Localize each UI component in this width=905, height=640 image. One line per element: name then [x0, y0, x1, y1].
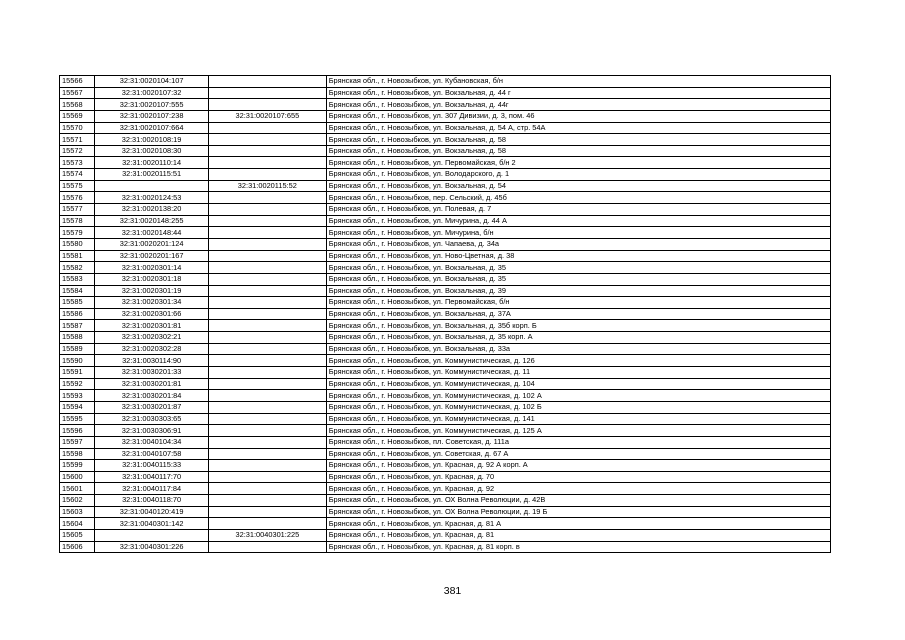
row-number-cell: 15606	[60, 541, 95, 553]
row-number-cell: 15593	[60, 390, 95, 402]
cadastral-number-cell: 32:31:0020301:18	[95, 273, 209, 285]
table-row	[60, 215, 831, 227]
address-cell: Брянская обл., г. Новозыбков, ул. Вокзальная, д. 39	[326, 285, 830, 297]
linked-cadastral-number-cell	[208, 297, 326, 309]
address-cell: Брянская обл., г. Новозыбков, ул. Первомайская, б/н 2	[326, 157, 830, 169]
table-row	[60, 250, 831, 262]
table-row	[60, 122, 831, 134]
address-cell: Брянская обл., г. Новозыбков, ул. Советская, д. 67 А	[326, 448, 830, 460]
row-number-cell: 15588	[60, 332, 95, 344]
table-row	[60, 320, 831, 332]
address-cell: Брянская обл., г. Новозыбков, ул. ОХ Волна Революции, д. 19 Б	[326, 506, 830, 518]
cadastral-number-cell: 32:31:0020148:255	[95, 215, 209, 227]
linked-cadastral-number-cell	[208, 471, 326, 483]
linked-cadastral-number-cell	[208, 169, 326, 181]
linked-cadastral-number-cell	[208, 227, 326, 239]
row-number-cell: 15571	[60, 134, 95, 146]
linked-cadastral-number-cell	[208, 215, 326, 227]
address-cell: Брянская обл., г. Новозыбков, ул. Коммунистическая, д. 102 Б	[326, 401, 830, 413]
row-number-cell: 15594	[60, 401, 95, 413]
row-number-cell: 15598	[60, 448, 95, 460]
table-row	[60, 285, 831, 297]
table-row	[60, 180, 831, 192]
row-number-cell: 15589	[60, 343, 95, 355]
linked-cadastral-number-cell	[208, 238, 326, 250]
address-cell: Брянская обл., г. Новозыбков, ул. Коммунистическая, д. 11	[326, 367, 830, 379]
table-row	[60, 343, 831, 355]
row-number-cell: 15587	[60, 320, 95, 332]
cadastral-number-cell: 32:31:0020301:14	[95, 262, 209, 274]
table-row	[60, 495, 831, 507]
table-row	[60, 227, 831, 239]
row-number-cell: 15567	[60, 87, 95, 99]
cadastral-number-cell: 32:31:0030201:81	[95, 378, 209, 390]
address-cell: Брянская обл., г. Новозыбков, ул. Вокзальная, д. 58	[326, 145, 830, 157]
address-cell: Брянская обл., г. Новозыбков, ул. Мичурина, д. 44 А	[326, 215, 830, 227]
address-cell: Брянская обл., г. Новозыбков, ул. Коммунистическая, д. 126	[326, 355, 830, 367]
cadastral-number-cell: 32:31:0020107:32	[95, 87, 209, 99]
linked-cadastral-number-cell: 32:31:0020115:52	[208, 180, 326, 192]
cadastral-number-cell: 32:31:0020107:238	[95, 110, 209, 122]
linked-cadastral-number-cell	[208, 506, 326, 518]
table-row	[60, 169, 831, 181]
cadastral-number-cell: 32:31:0020301:34	[95, 297, 209, 309]
table-row	[60, 518, 831, 530]
table-row	[60, 390, 831, 402]
cadastral-number-cell: 32:31:0040117:84	[95, 483, 209, 495]
address-cell: Брянская обл., г. Новозыбков, ул. Коммунистическая, д. 125 А	[326, 425, 830, 437]
address-cell: Брянская обл., г. Новозыбков, ул. Вокзальная, д. 58	[326, 134, 830, 146]
address-cell: Брянская обл., г. Новозыбков, ул. Первомайская, б/н	[326, 297, 830, 309]
row-number-cell: 15584	[60, 285, 95, 297]
linked-cadastral-number-cell	[208, 99, 326, 111]
table-row	[60, 134, 831, 146]
linked-cadastral-number-cell	[208, 495, 326, 507]
table-row	[60, 99, 831, 111]
table-row	[60, 192, 831, 204]
cadastral-number-cell: 32:31:0020107:664	[95, 122, 209, 134]
row-number-cell: 15576	[60, 192, 95, 204]
cadastral-number-cell: 32:31:0030201:33	[95, 367, 209, 379]
linked-cadastral-number-cell	[208, 460, 326, 472]
address-cell: Брянская обл., г. Новозыбков, пер. Сельский, д. 45б	[326, 192, 830, 204]
table-row	[60, 483, 831, 495]
linked-cadastral-number-cell	[208, 87, 326, 99]
row-number-cell: 15599	[60, 460, 95, 472]
address-cell: Брянская обл., г. Новозыбков, ул. Вокзальная, д. 54 А, стр. 54А	[326, 122, 830, 134]
row-number-cell: 15578	[60, 215, 95, 227]
address-cell: Брянская обл., г. Новозыбков, ул. Вокзальная, д. 54	[326, 180, 830, 192]
cadastral-number-cell: 32:31:0040301:226	[95, 541, 209, 553]
row-number-cell: 15570	[60, 122, 95, 134]
cadastral-number-cell	[95, 180, 209, 192]
linked-cadastral-number-cell	[208, 425, 326, 437]
table-body	[60, 76, 831, 553]
linked-cadastral-number-cell	[208, 343, 326, 355]
table-row	[60, 238, 831, 250]
cadastral-number-cell: 32:31:0030201:84	[95, 390, 209, 402]
cadastral-number-cell: 32:31:0020301:66	[95, 308, 209, 320]
table-row	[60, 145, 831, 157]
address-cell: Брянская обл., г. Новозыбков, ул. Володарского, д. 1	[326, 169, 830, 181]
address-cell: Брянская обл., г. Новозыбков, ул. Ново-Цветная, д. 38	[326, 250, 830, 262]
linked-cadastral-number-cell	[208, 436, 326, 448]
cadastral-number-cell: 32:31:0020110:14	[95, 157, 209, 169]
cadastral-number-cell: 32:31:0020302:28	[95, 343, 209, 355]
table-row	[60, 273, 831, 285]
cadastral-number-cell: 32:31:0020107:555	[95, 99, 209, 111]
address-cell: Брянская обл., г. Новозыбков, ул. Красная, д. 81 корп. в	[326, 541, 830, 553]
row-number-cell: 15595	[60, 413, 95, 425]
linked-cadastral-number-cell	[208, 285, 326, 297]
table-row	[60, 262, 831, 274]
table-row	[60, 401, 831, 413]
table-row	[60, 332, 831, 344]
table-row	[60, 413, 831, 425]
row-number-cell: 15573	[60, 157, 95, 169]
cadastral-number-cell: 32:31:0020301:81	[95, 320, 209, 332]
address-cell: Брянская обл., г. Новозыбков, ул. Полевая, д. 7	[326, 204, 830, 216]
cadastral-number-cell: 32:31:0040104:34	[95, 436, 209, 448]
table-row	[60, 448, 831, 460]
linked-cadastral-number-cell	[208, 332, 326, 344]
address-cell: Брянская обл., г. Новозыбков, ул. Вокзальная, д. 35	[326, 273, 830, 285]
linked-cadastral-number-cell	[208, 413, 326, 425]
cadastral-number-cell: 32:31:0040120:419	[95, 506, 209, 518]
row-number-cell: 15580	[60, 238, 95, 250]
row-number-cell: 15586	[60, 308, 95, 320]
cadastral-number-cell: 32:31:0040115:33	[95, 460, 209, 472]
row-number-cell: 15601	[60, 483, 95, 495]
row-number-cell: 15604	[60, 518, 95, 530]
cadastral-number-cell: 32:31:0020138:20	[95, 204, 209, 216]
address-cell: Брянская обл., г. Новозыбков, ул. Мичурина, б/н	[326, 227, 830, 239]
linked-cadastral-number-cell	[208, 448, 326, 460]
address-cell: Брянская обл., г. Новозыбков, ул. Вокзальная, д. 37А	[326, 308, 830, 320]
linked-cadastral-number-cell	[208, 76, 326, 88]
table-row	[60, 460, 831, 472]
row-number-cell: 15577	[60, 204, 95, 216]
cadastral-number-cell	[95, 529, 209, 541]
address-cell: Брянская обл., г. Новозыбков, ул. ОХ Волна Революции, д. 42В	[326, 495, 830, 507]
address-cell: Брянская обл., г. Новозыбков, пл. Советская, д. 111а	[326, 436, 830, 448]
address-cell: Брянская обл., г. Новозыбков, ул. Коммунистическая, д. 141	[326, 413, 830, 425]
linked-cadastral-number-cell	[208, 541, 326, 553]
table-row	[60, 87, 831, 99]
linked-cadastral-number-cell	[208, 262, 326, 274]
address-cell: Брянская обл., г. Новозыбков, ул. Красная, д. 70	[326, 471, 830, 483]
row-number-cell: 15569	[60, 110, 95, 122]
row-number-cell: 15582	[60, 262, 95, 274]
linked-cadastral-number-cell	[208, 308, 326, 320]
table-row	[60, 367, 831, 379]
address-cell: Брянская обл., г. Новозыбков, ул. Красная, д. 92	[326, 483, 830, 495]
linked-cadastral-number-cell	[208, 250, 326, 262]
address-cell: Брянская обл., г. Новозыбков, ул. Коммунистическая, д. 104	[326, 378, 830, 390]
cadastral-number-cell: 32:31:0030303:65	[95, 413, 209, 425]
row-number-cell: 15566	[60, 76, 95, 88]
cadastral-number-cell: 32:31:0040118:70	[95, 495, 209, 507]
cadastral-number-cell: 32:31:0020115:51	[95, 169, 209, 181]
row-number-cell: 15585	[60, 297, 95, 309]
linked-cadastral-number-cell	[208, 401, 326, 413]
cadastral-number-cell: 32:31:0030114:90	[95, 355, 209, 367]
row-number-cell: 15574	[60, 169, 95, 181]
linked-cadastral-number-cell	[208, 367, 326, 379]
row-number-cell: 15602	[60, 495, 95, 507]
cadastral-number-cell: 32:31:0040301:142	[95, 518, 209, 530]
cadastral-number-cell: 32:31:0040107:58	[95, 448, 209, 460]
cadastral-number-cell: 32:31:0020302:21	[95, 332, 209, 344]
row-number-cell: 15581	[60, 250, 95, 262]
linked-cadastral-number-cell	[208, 518, 326, 530]
table-row	[60, 541, 831, 553]
table-row	[60, 378, 831, 390]
table-row	[60, 506, 831, 518]
row-number-cell: 15575	[60, 180, 95, 192]
cadastral-number-cell: 32:31:0020108:19	[95, 134, 209, 146]
cadastral-number-cell: 32:31:0020148:44	[95, 227, 209, 239]
table-row	[60, 157, 831, 169]
address-cell: Брянская обл., г. Новозыбков, ул. 307 Дивизии, д. 3, пом. 46	[326, 110, 830, 122]
address-cell: Брянская обл., г. Новозыбков, ул. Красная, д. 81	[326, 529, 830, 541]
row-number-cell: 15568	[60, 99, 95, 111]
table-row	[60, 529, 831, 541]
row-number-cell: 15572	[60, 145, 95, 157]
linked-cadastral-number-cell: 32:31:0040301:225	[208, 529, 326, 541]
linked-cadastral-number-cell	[208, 192, 326, 204]
address-cell: Брянская обл., г. Новозыбков, ул. Коммунистическая, д. 102 А	[326, 390, 830, 402]
row-number-cell: 15579	[60, 227, 95, 239]
cadastral-number-cell: 32:31:0020201:167	[95, 250, 209, 262]
cadastral-number-cell: 32:31:0020104:107	[95, 76, 209, 88]
table-row	[60, 355, 831, 367]
table-row	[60, 297, 831, 309]
address-cell: Брянская обл., г. Новозыбков, ул. Чапаева, д. 34а	[326, 238, 830, 250]
linked-cadastral-number-cell	[208, 273, 326, 285]
cadastral-number-cell: 32:31:0020201:124	[95, 238, 209, 250]
address-cell: Брянская обл., г. Новозыбков, ул. Вокзальная, д. 35б корп. Б	[326, 320, 830, 332]
table-row	[60, 425, 831, 437]
cadastral-number-cell: 32:31:0030306:91	[95, 425, 209, 437]
cadastral-number-cell: 32:31:0040117:70	[95, 471, 209, 483]
cadastral-number-cell: 32:31:0020124:53	[95, 192, 209, 204]
address-cell: Брянская обл., г. Новозыбков, ул. Вокзальная, д. 44 г	[326, 87, 830, 99]
linked-cadastral-number-cell	[208, 355, 326, 367]
table-row	[60, 76, 831, 88]
address-cell: Брянская обл., г. Новозыбков, ул. Красная, д. 81 А	[326, 518, 830, 530]
row-number-cell: 15583	[60, 273, 95, 285]
linked-cadastral-number-cell	[208, 320, 326, 332]
linked-cadastral-number-cell: 32:31:0020107:655	[208, 110, 326, 122]
linked-cadastral-number-cell	[208, 204, 326, 216]
table-row	[60, 110, 831, 122]
cadastral-number-cell: 32:31:0030201:87	[95, 401, 209, 413]
row-number-cell: 15590	[60, 355, 95, 367]
row-number-cell: 15596	[60, 425, 95, 437]
address-cell: Брянская обл., г. Новозыбков, ул. Вокзальная, д. 33а	[326, 343, 830, 355]
row-number-cell: 15597	[60, 436, 95, 448]
cadastral-number-cell: 32:31:0020301:19	[95, 285, 209, 297]
table-row	[60, 471, 831, 483]
row-number-cell: 15605	[60, 529, 95, 541]
linked-cadastral-number-cell	[208, 483, 326, 495]
page-number: 381	[443, 585, 462, 597]
cadastral-number-cell: 32:31:0020108:30	[95, 145, 209, 157]
address-cell: Брянская обл., г. Новозыбков, ул. Вокзальная, д. 35 корп. А	[326, 332, 830, 344]
address-cell: Брянская обл., г. Новозыбков, ул. Вокзальная, д. 44г	[326, 99, 830, 111]
table-row	[60, 436, 831, 448]
linked-cadastral-number-cell	[208, 390, 326, 402]
cadastral-table	[59, 75, 831, 553]
address-cell: Брянская обл., г. Новозыбков, ул. Вокзальная, д. 35	[326, 262, 830, 274]
table-row	[60, 308, 831, 320]
address-cell: Брянская обл., г. Новозыбков, ул. Кубановская, б/н	[326, 76, 830, 88]
row-number-cell: 15591	[60, 367, 95, 379]
linked-cadastral-number-cell	[208, 134, 326, 146]
linked-cadastral-number-cell	[208, 122, 326, 134]
linked-cadastral-number-cell	[208, 145, 326, 157]
table-row	[60, 204, 831, 216]
linked-cadastral-number-cell	[208, 378, 326, 390]
row-number-cell: 15603	[60, 506, 95, 518]
row-number-cell: 15600	[60, 471, 95, 483]
row-number-cell: 15592	[60, 378, 95, 390]
address-cell: Брянская обл., г. Новозыбков, ул. Красная, д. 92 А корп. А	[326, 460, 830, 472]
linked-cadastral-number-cell	[208, 157, 326, 169]
